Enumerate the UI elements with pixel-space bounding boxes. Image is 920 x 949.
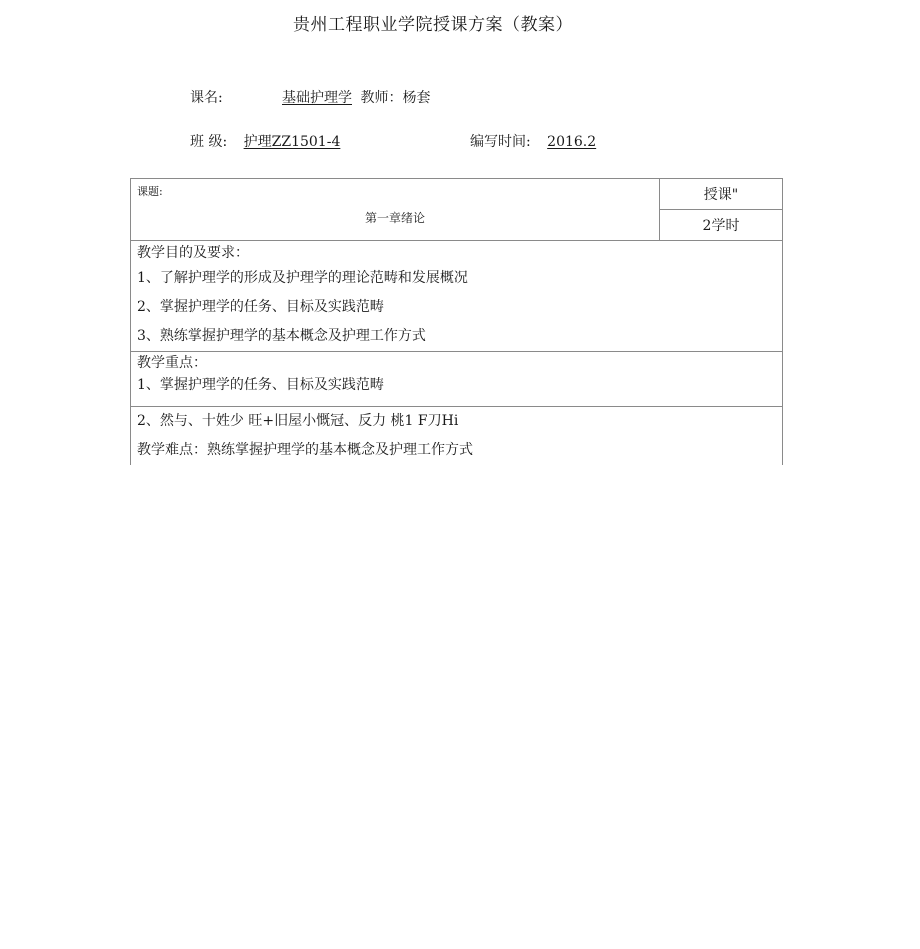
date-line bbox=[470, 131, 596, 151]
course-name: 基础护理学 bbox=[282, 90, 352, 106]
topic-cell bbox=[131, 179, 660, 241]
course-line bbox=[190, 87, 223, 107]
teaching-type-cell: 授课" bbox=[660, 179, 783, 210]
key-points-heading: 教学重点： bbox=[137, 355, 207, 371]
key-point-item: 1、掌握护理学的任务、目标及实践范畴 bbox=[137, 377, 384, 393]
date-value: 2016.2 bbox=[547, 134, 597, 150]
objective-item: 3、熟练掌握护理学的基本概念及护理工作方式 bbox=[137, 328, 426, 344]
class-hours-cell: 2学时 bbox=[660, 210, 783, 241]
objective-item: 2、掌握护理学的任务、目标及实践范畴 bbox=[137, 299, 384, 315]
difficulty-line: 教学难点：熟练掌握护理学的基本概念及护理工作方式 bbox=[137, 442, 473, 458]
objectives-block bbox=[131, 241, 783, 352]
teacher-label: 教师： bbox=[360, 90, 403, 106]
objectives-heading: 教学目的及要求： bbox=[137, 245, 249, 261]
course-teacher-line bbox=[282, 87, 430, 107]
class-label: 班 级: bbox=[190, 134, 228, 150]
objective-item: 1、了解护理学的形成及护理学的理论范畴和发展概况 bbox=[137, 270, 468, 286]
topic-label: 课题: bbox=[137, 185, 163, 198]
difficulty-block bbox=[131, 407, 783, 466]
key-point-item: 2、然与、十姓少 旺+旧屋小慨冠、反力 桃1 F刀Hi bbox=[137, 413, 459, 429]
teacher-name: 杨套 bbox=[402, 90, 431, 106]
course-label: 课名: bbox=[190, 90, 223, 106]
topic-value: 第一章绪论 bbox=[364, 211, 425, 225]
class-value: 护理ZZ1501-4 bbox=[243, 134, 341, 150]
class-line bbox=[190, 131, 340, 151]
key-points-block bbox=[131, 352, 783, 407]
lesson-plan-table bbox=[130, 178, 783, 465]
date-label: 编写时间: bbox=[470, 134, 531, 150]
document-title: 贵州工程职业学院授课方案（教案） bbox=[293, 15, 573, 35]
